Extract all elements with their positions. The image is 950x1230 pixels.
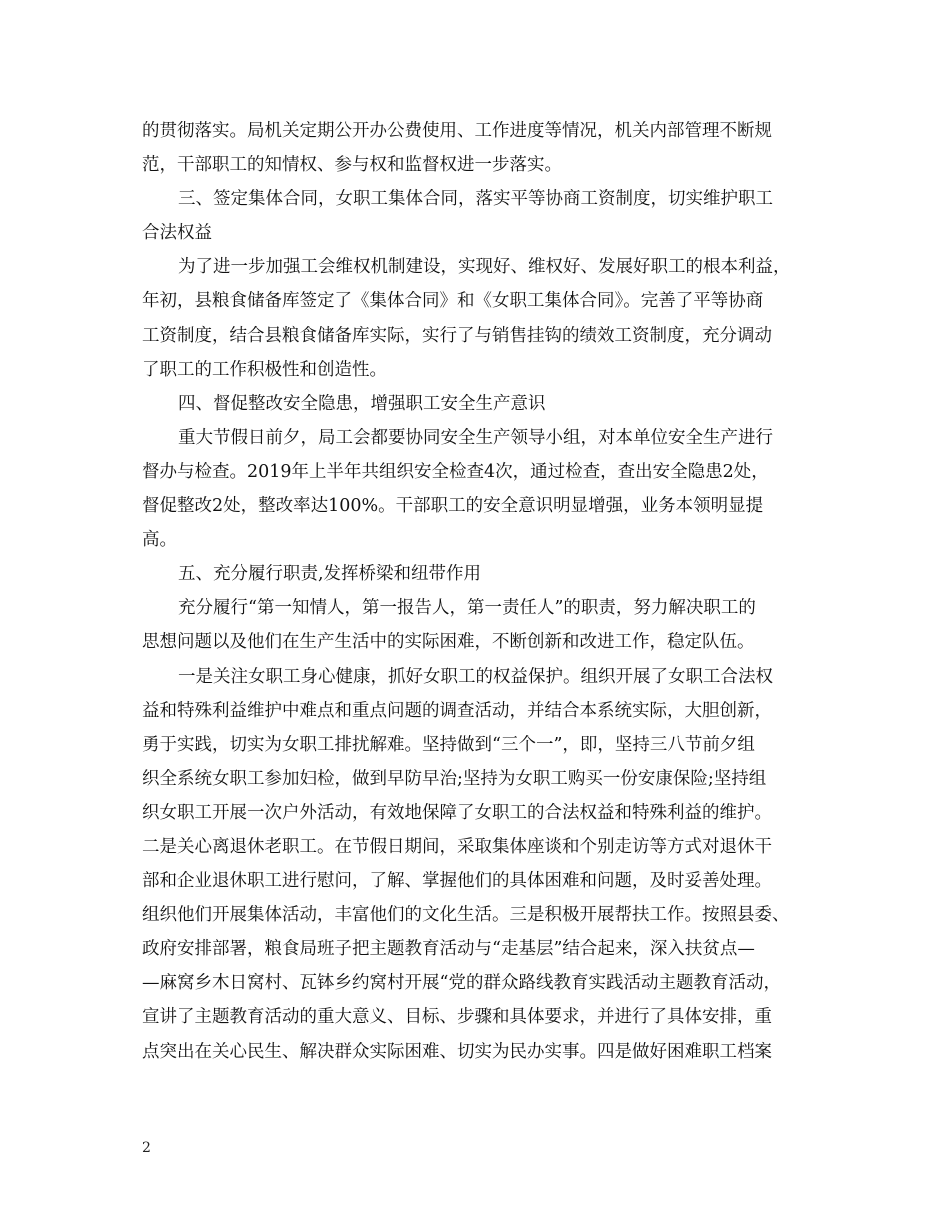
text-line: 的贯彻落实。局机关定期公开办公费使用、工作进度等情况，机关内部管理不断规	[142, 121, 772, 141]
text-line: 四、督促整改安全隐患，增强职工安全生产意识	[178, 393, 546, 414]
text-line: 一是关注女职工身心健康，抓好女职工的权益保护。组织开展了女职工合法权	[178, 666, 773, 687]
text-line: —麻窝乡木日窝村、瓦钵乡约窝村开展“党的群众路线教育实践活动主题教育活动，	[142, 973, 781, 994]
text-line: 充分履行“第一知情人，第一报告人，第一责任人”的职责，努力解决职工的	[178, 598, 756, 619]
text-line: 宣讲了主题教育活动的重大意义、目标、步骤和具体要求，并进行了具体安排，重	[142, 1007, 772, 1028]
text-line: 部和企业退休职工进行慰问，了解、掌握他们的具体困难和问题，及时妥善处理。	[142, 871, 772, 892]
text-line: 益和特殊利益维护中难点和重点问题的调查活动，并结合本系统实际，大胆创新，	[142, 700, 772, 721]
text-line: 重大节假日前夕，局工会都要协同安全生产领导小组，对本单位安全生产进行	[178, 427, 773, 448]
text-line: 织全系统女职工参加妇检，做到早防早治;坚持为女职工购买一份安康保险;坚持组	[142, 768, 767, 789]
text-line: 组织他们开展集体活动，丰富他们的文化生活。三是积极开展帮扶工作。按照县委、	[142, 905, 790, 926]
text-line: 为了进一步加强工会维权机制建设，实现好、维权好、发展好职工的根本利益，	[178, 257, 791, 278]
text-line: 督促整改2处，整改率达100%。干部职工的安全意识明显增强，业务本领明显提	[142, 496, 764, 517]
text-line: 思想问题以及他们在生产生活中的实际困难，不断创新和改进工作，稳定队伍。	[142, 632, 755, 653]
text-line: 高。	[142, 530, 177, 551]
text-line: 了职工的工作积极性和创造性。	[142, 359, 387, 380]
body-text	[142, 114, 818, 1069]
text-line: 合法权益	[142, 223, 212, 244]
text-line: 范，干部职工的知情权、参与权和监督权进一步落实。	[142, 155, 562, 176]
text-line: 三、签定集体合同，女职工集体合同，落实平等协商工资制度，切实维护职工	[178, 189, 773, 210]
page-number: 2	[142, 1140, 151, 1156]
text-line: 勇于实践，切实为女职工排扰解难。坚持做到“三个一”，即，坚持三八节前夕组	[142, 734, 755, 755]
text-line: 工资制度，结合县粮食储备库实际，实行了与销售挂钩的绩效工资制度，充分调动	[142, 325, 772, 346]
text-line: 织女职工开展一次户外活动，有效地保障了女职工的合法权益和特殊利益的维护。	[142, 802, 772, 823]
text-line: 点突出在关心民生、解决群众实际困难、切实为民办实事。四是做好困难职工档案	[142, 1041, 772, 1062]
text-line: 政府安排部署，粮食局班子把主题教育活动与“走基层”结合起来，深入扶贫点—	[142, 939, 755, 960]
text-line: 二是关心离退休老职工。在节假日期间，采取集体座谈和个别走访等方式对退休干	[142, 836, 772, 857]
text-line: 五、充分履行职责,发挥桥梁和纽带作用	[178, 564, 482, 585]
text-line: 督办与检查。2019年上半年共组织安全检查4次，通过检查，查出安全隐患2处，	[142, 461, 769, 482]
text-line: 年初，县粮食储备库签定了《集体合同》和《女职工集体合同》。完善了平等协商	[142, 291, 764, 312]
